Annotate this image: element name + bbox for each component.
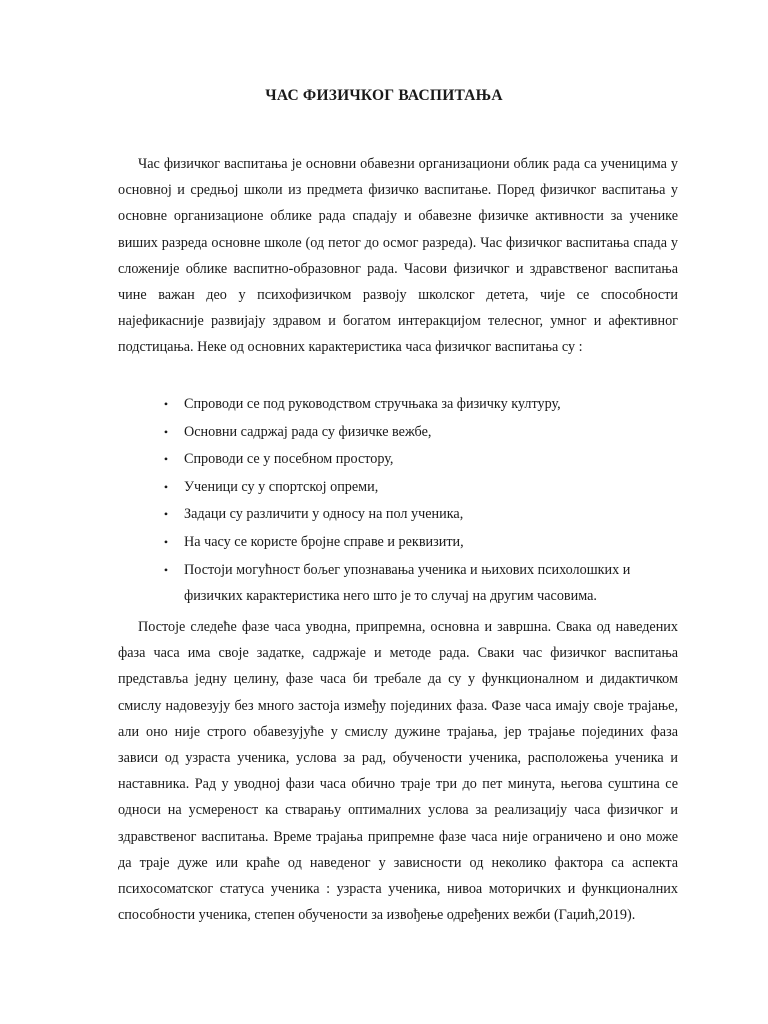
list-item-text: Спроводи се под руководством стручњака за физичку културу, <box>184 396 561 412</box>
paragraph-intro: Час физичког васпитања је основни обавезни организациони облик рада са ученицима у основној и средњој школи из предмета физичко васпитање. Поред физичког васпитања у основне организационе облике рада спадају и обавезне физичке активности за ученике виших разреда основне школе (од петог до осмог разреда). Час физичког васпитања спада у сложеније облике васпитно-образовног рада. Часови физичког и здравственог васпитања чине важан део у психофизичком развоју школског детета, чије се способности најефикасније развијају здравом и богатом интеракцијом телесног, умног и афективног подстицања. Неке од основних карактеристика часа физичког васпитања су : <box>118 156 678 356</box>
list-item-text: Спроводи се у посебном простору, <box>184 451 394 468</box>
paragraph-phases: Постоје следеће фазе часа уводна, припремна, основна и завршна. Свака од наведених фаза часа има своје задатке, садржаје и методе рада. Сваки час физичког васпитања представља једну целину, фазе часа би требале да су у функционалном и дидактичком смислу надовезују без много застоја између појединих фаза. Фазе часа имају своје трајање, али оно није строго обавезујуће у смислу дужине трајања, јер трајање појединих фаза зависи од узраста ученика, услова за рад, обучености ученика, расположења ученика и наставника. Рад у уводној фази часа обично траје три до пет минута, његова суштина се односи на усмереност ка стварању оптималних услова за реализацију часа физичког и здравственог васпитања. Време трајања припремне фазе часа није ограничено и оно може да траје дуже или краће од наведеног у зависности од неколико фактора са аспекта психосоматског статуса ученика : узраста ученика, нивоа моторичких и функционалних способности ученика, степен обучености за извођење одређених вежби (Гаџић,2019). <box>118 619 678 924</box>
bullet-icon: • <box>163 424 169 439</box>
list-item <box>163 391 680 417</box>
bullet-icon: • <box>163 479 169 494</box>
list-item <box>163 557 680 609</box>
list-item-text: На часу се користе бројне справе и реквизити, <box>184 533 464 550</box>
list-item-text: Постоји могућност бољег упознавања ученика и њихових психолошких и физичких карактеристика него што је то случај на другим часовима. <box>184 561 631 604</box>
bullet-icon: • <box>163 452 169 467</box>
characteristics-list <box>163 391 680 610</box>
document-title: ЧАС ФИЗИЧКОГ ВАСПИТАЊА <box>265 87 503 104</box>
list-item-text: Основни садржај рада су физичке вежбе, <box>184 423 432 440</box>
bullet-icon: • <box>163 562 169 577</box>
bullet-icon: • <box>163 507 169 522</box>
bullet-icon: • <box>163 534 169 549</box>
list-item <box>163 419 680 445</box>
list-item <box>163 474 680 500</box>
list-item <box>163 446 680 472</box>
list-item <box>163 501 680 527</box>
list-item <box>163 529 680 555</box>
list-item-text: Ученици су у спортској опреми, <box>184 478 379 495</box>
list-item-text: Задаци су различити у односу на пол ученика, <box>184 506 464 523</box>
bullet-icon: • <box>163 397 169 411</box>
